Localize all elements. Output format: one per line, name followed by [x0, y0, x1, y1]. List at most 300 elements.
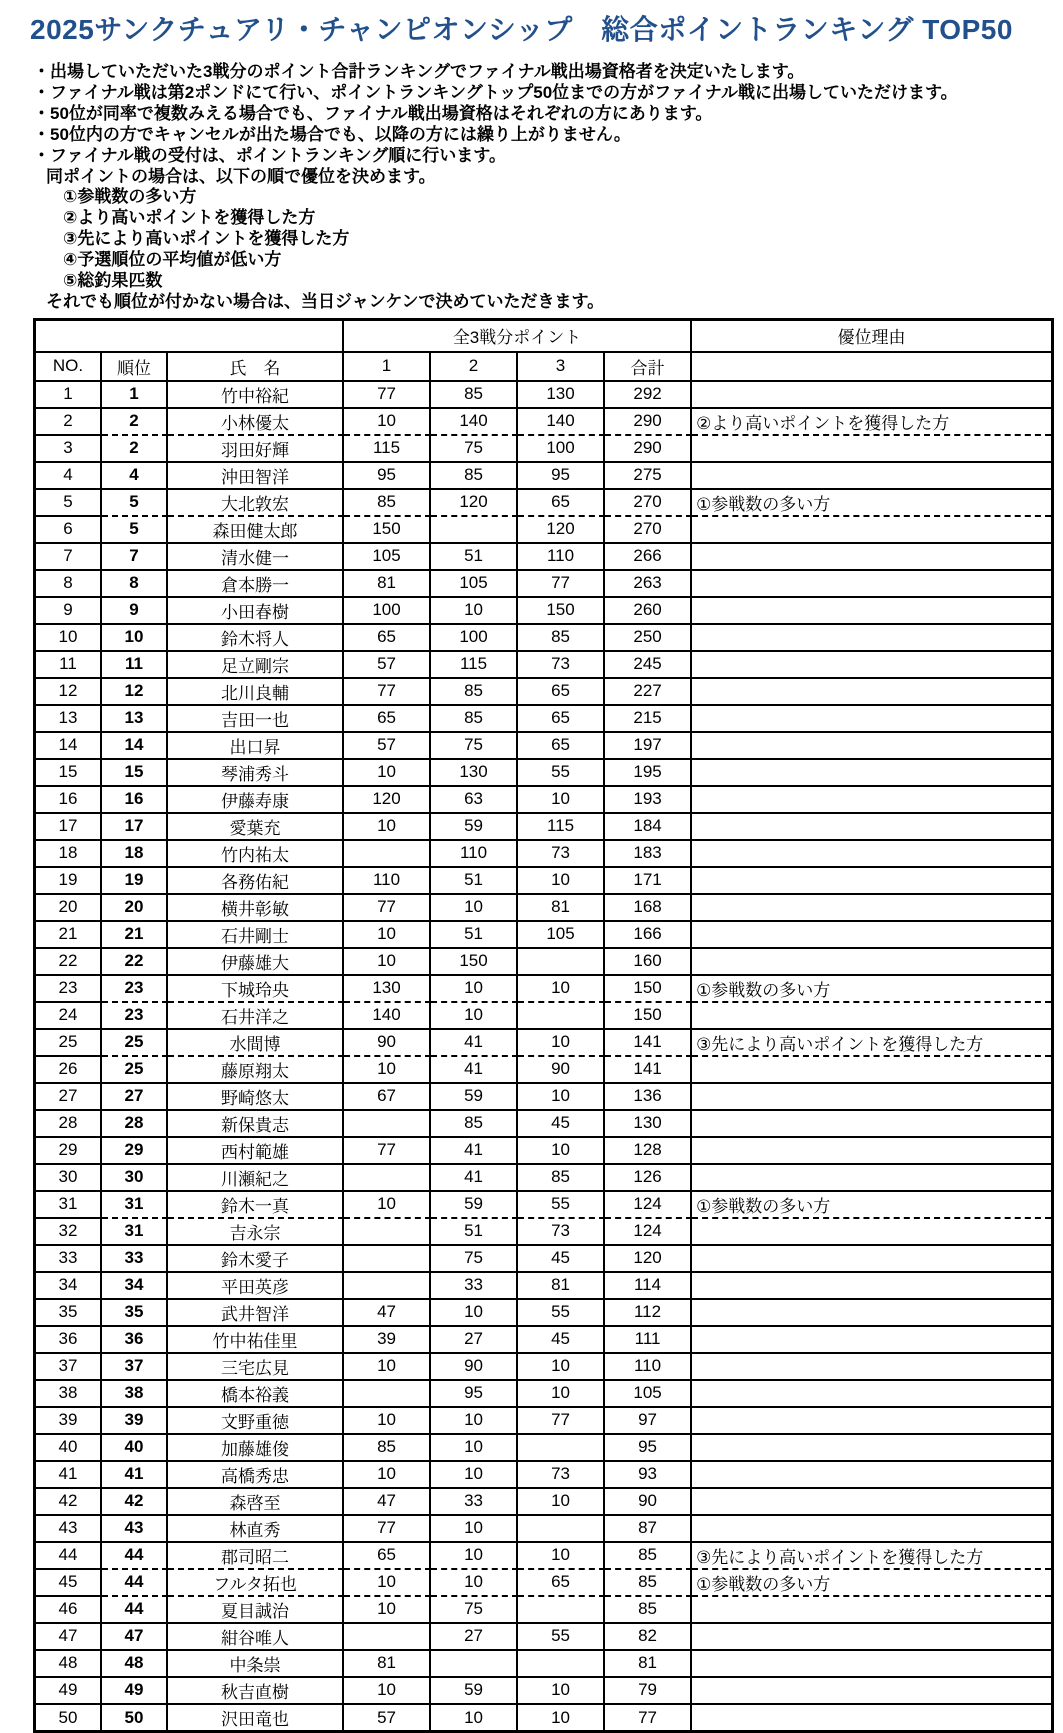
cell-reason: [692, 1651, 1051, 1678]
cell-name: 小林優太: [168, 409, 344, 436]
cell-name: 水間博: [168, 1030, 344, 1057]
cell-total: 136: [605, 1084, 692, 1111]
cell-point-2: 10: [431, 1435, 518, 1462]
cell-name: 吉永宗: [168, 1219, 344, 1246]
cell-total: 183: [605, 841, 692, 868]
cell-name: フルタ拓也: [168, 1570, 344, 1597]
cell-no: 5: [36, 490, 102, 517]
cell-point-3: 73: [518, 652, 605, 679]
cell-no: 26: [36, 1057, 102, 1084]
cell-point-3: 65: [518, 679, 605, 706]
intro-line: ・ファイナル戦は第2ポンドにて行い、ポイントランキングトップ50位までの方がファイナル戦に出場していただけます。: [33, 82, 958, 102]
cell-name: 沖田智洋: [168, 463, 344, 490]
cell-rank: 49: [102, 1678, 168, 1705]
cell-reason: [692, 625, 1051, 652]
cell-point-1: 67: [344, 1084, 431, 1111]
table-row: [36, 760, 1051, 787]
cell-no: 47: [36, 1624, 102, 1651]
cell-reason: ③先により高いポイントを獲得した方: [692, 1543, 1051, 1570]
cell-point-3: 10: [518, 976, 605, 1003]
cell-point-2: 27: [431, 1327, 518, 1354]
intro-list: [33, 62, 1055, 313]
cell-no: 23: [36, 976, 102, 1003]
cell-no: 40: [36, 1435, 102, 1462]
cell-total: 90: [605, 1489, 692, 1516]
cell-name: 沢田竜也: [168, 1705, 344, 1731]
cell-total: 290: [605, 409, 692, 436]
cell-reason: [692, 463, 1051, 490]
cell-no: 35: [36, 1300, 102, 1327]
cell-no: 19: [36, 868, 102, 895]
cell-point-1: 39: [344, 1327, 431, 1354]
cell-name: 足立剛宗: [168, 652, 344, 679]
cell-name: 竹中祐佳里: [168, 1327, 344, 1354]
cell-point-3: [518, 1597, 605, 1624]
table-row: [36, 625, 1051, 652]
cell-point-2: 33: [431, 1489, 518, 1516]
cell-name: 石井剛士: [168, 922, 344, 949]
cell-total: 184: [605, 814, 692, 841]
cell-point-2: 85: [431, 463, 518, 490]
intro-line: ②より高いポイントを獲得した方: [63, 208, 316, 228]
table-row: [36, 1435, 1051, 1462]
table-row: [36, 1354, 1051, 1381]
table-row: [36, 1543, 1051, 1570]
table-row: [36, 1516, 1051, 1543]
cell-total: 111: [605, 1327, 692, 1354]
cell-no: 36: [36, 1327, 102, 1354]
cell-point-2: 130: [431, 760, 518, 787]
cell-total: 124: [605, 1192, 692, 1219]
cell-point-2: 115: [431, 652, 518, 679]
cell-rank: 18: [102, 841, 168, 868]
cell-no: 14: [36, 733, 102, 760]
cell-no: 7: [36, 544, 102, 571]
table-row: [36, 1678, 1051, 1705]
cell-name: 秋吉直樹: [168, 1678, 344, 1705]
cell-no: 10: [36, 625, 102, 652]
cell-no: 32: [36, 1219, 102, 1246]
cell-point-2: 10: [431, 976, 518, 1003]
cell-point-3: 55: [518, 760, 605, 787]
cell-no: 27: [36, 1084, 102, 1111]
table-row: [36, 679, 1051, 706]
cell-name: 林直秀: [168, 1516, 344, 1543]
cell-total: 227: [605, 679, 692, 706]
cell-point-1: 10: [344, 1597, 431, 1624]
cell-name: 清水健一: [168, 544, 344, 571]
table-row: [36, 922, 1051, 949]
cell-point-3: 65: [518, 706, 605, 733]
ranking-table: [33, 318, 1054, 1733]
cell-rank: 25: [102, 1057, 168, 1084]
cell-name: 高橋秀忠: [168, 1462, 344, 1489]
cell-point-3: 45: [518, 1246, 605, 1273]
cell-name: 伊藤雄大: [168, 949, 344, 976]
cell-point-1: [344, 1273, 431, 1300]
table-row: [36, 895, 1051, 922]
cell-point-2: 59: [431, 1084, 518, 1111]
cell-rank: 47: [102, 1624, 168, 1651]
cell-reason: [692, 733, 1051, 760]
cell-total: 85: [605, 1543, 692, 1570]
cell-point-3: [518, 1435, 605, 1462]
cell-no: 11: [36, 652, 102, 679]
cell-point-1: 65: [344, 706, 431, 733]
cell-no: 37: [36, 1354, 102, 1381]
cell-no: 22: [36, 949, 102, 976]
cell-point-3: 130: [518, 382, 605, 409]
cell-name: 鈴木愛子: [168, 1246, 344, 1273]
table-row: [36, 706, 1051, 733]
cell-reason: [692, 1678, 1051, 1705]
cell-point-2: 75: [431, 733, 518, 760]
cell-total: 270: [605, 490, 692, 517]
cell-rank: 10: [102, 625, 168, 652]
cell-point-2: 51: [431, 544, 518, 571]
cell-point-3: 73: [518, 841, 605, 868]
cell-point-1: 10: [344, 1462, 431, 1489]
cell-point-3: 10: [518, 1678, 605, 1705]
cell-reason: ①参戦数の多い方: [692, 976, 1051, 1003]
cell-reason: [692, 1354, 1051, 1381]
cell-point-2: 41: [431, 1138, 518, 1165]
table-row: [36, 733, 1051, 760]
cell-point-1: 10: [344, 1408, 431, 1435]
cell-point-2: 150: [431, 949, 518, 976]
cell-point-2: 59: [431, 814, 518, 841]
table-header-group-row: [36, 321, 1051, 353]
cell-point-2: 10: [431, 1516, 518, 1543]
cell-rank: 36: [102, 1327, 168, 1354]
cell-total: 266: [605, 544, 692, 571]
cell-rank: 38: [102, 1381, 168, 1408]
table-row: [36, 1030, 1051, 1057]
intro-line: ・ファイナル戦の受付は、ポイントランキング順に行います。: [33, 145, 506, 165]
cell-no: 6: [36, 517, 102, 544]
cell-total: 130: [605, 1111, 692, 1138]
table-row: [36, 571, 1051, 598]
cell-reason: [692, 1138, 1051, 1165]
cell-point-3: 95: [518, 463, 605, 490]
cell-point-2: 41: [431, 1165, 518, 1192]
cell-total: 77: [605, 1705, 692, 1731]
page-title: 2025サンクチュアリ・チャンピオンシップ 総合ポイントランキング TOP50: [30, 14, 1013, 45]
header-spacer-cell: [36, 321, 344, 353]
table-row: [36, 1273, 1051, 1300]
cell-no: 2: [36, 409, 102, 436]
cell-rank: 33: [102, 1246, 168, 1273]
cell-reason: [692, 1327, 1051, 1354]
cell-no: 13: [36, 706, 102, 733]
cell-name: 紺谷唯人: [168, 1624, 344, 1651]
cell-point-2: 51: [431, 868, 518, 895]
cell-no: 38: [36, 1381, 102, 1408]
cell-name: 三宅広見: [168, 1354, 344, 1381]
cell-name: 藤原翔太: [168, 1057, 344, 1084]
cell-reason: [692, 1435, 1051, 1462]
cell-point-3: 10: [518, 1705, 605, 1731]
cell-point-2: 51: [431, 1219, 518, 1246]
cell-total: 250: [605, 625, 692, 652]
cell-point-3: 45: [518, 1111, 605, 1138]
cell-point-1: 10: [344, 814, 431, 841]
cell-rank: 23: [102, 1003, 168, 1030]
cell-point-1: 100: [344, 598, 431, 625]
cell-point-1: [344, 1219, 431, 1246]
cell-reason: [692, 1624, 1051, 1651]
cell-total: 270: [605, 517, 692, 544]
cell-rank: 40: [102, 1435, 168, 1462]
cell-point-1: 81: [344, 1651, 431, 1678]
cell-point-1: 77: [344, 679, 431, 706]
cell-point-3: 10: [518, 787, 605, 814]
cell-rank: 39: [102, 1408, 168, 1435]
cell-name: 竹中裕紀: [168, 382, 344, 409]
cell-point-2: 105: [431, 571, 518, 598]
cell-point-1: 10: [344, 409, 431, 436]
cell-no: 41: [36, 1462, 102, 1489]
cell-point-3: 77: [518, 1408, 605, 1435]
cell-point-2: 33: [431, 1273, 518, 1300]
cell-total: 150: [605, 976, 692, 1003]
cell-name: 石井洋之: [168, 1003, 344, 1030]
cell-name: 野崎悠太: [168, 1084, 344, 1111]
cell-point-2: 10: [431, 1003, 518, 1030]
cell-reason: [692, 1300, 1051, 1327]
cell-point-1: 115: [344, 436, 431, 463]
cell-total: 128: [605, 1138, 692, 1165]
cell-reason: [692, 895, 1051, 922]
cell-point-2: 95: [431, 1381, 518, 1408]
intro-line: それでも順位が付かない場合は、当日ジャンケンで決めていただきます。: [46, 291, 605, 311]
cell-point-3: [518, 949, 605, 976]
cell-no: 9: [36, 598, 102, 625]
table-row: [36, 1327, 1051, 1354]
intro-line: ・50位が同率で複数みえる場合でも、ファイナル戦出場資格はそれぞれの方にあります。: [33, 103, 713, 123]
cell-total: 82: [605, 1624, 692, 1651]
cell-point-3: 10: [518, 1030, 605, 1057]
table-row: [36, 1570, 1051, 1597]
cell-point-3: 81: [518, 1273, 605, 1300]
header-total: 合計: [605, 353, 692, 382]
table-row: [36, 463, 1051, 490]
cell-name: 出口昇: [168, 733, 344, 760]
cell-no: 46: [36, 1597, 102, 1624]
cell-point-2: 10: [431, 1543, 518, 1570]
cell-rank: 42: [102, 1489, 168, 1516]
cell-no: 34: [36, 1273, 102, 1300]
cell-rank: 13: [102, 706, 168, 733]
table-row: [36, 841, 1051, 868]
cell-reason: [692, 436, 1051, 463]
cell-total: 263: [605, 571, 692, 598]
cell-point-1: 10: [344, 922, 431, 949]
cell-rank: 2: [102, 409, 168, 436]
table-header-row: [36, 353, 1051, 382]
cell-name: 下城玲央: [168, 976, 344, 1003]
cell-no: 18: [36, 841, 102, 868]
cell-reason: [692, 517, 1051, 544]
intro-line: ⑤総釣果匹数: [63, 271, 163, 291]
cell-rank: 5: [102, 490, 168, 517]
cell-reason: ①参戦数の多い方: [692, 1570, 1051, 1597]
cell-point-3: 55: [518, 1624, 605, 1651]
table-row: [36, 814, 1051, 841]
intro-line: 同ポイントの場合は、以下の順で優位を決めます。: [46, 166, 436, 186]
cell-point-3: 10: [518, 1138, 605, 1165]
cell-name: 羽田好輝: [168, 436, 344, 463]
cell-total: 87: [605, 1516, 692, 1543]
cell-total: 197: [605, 733, 692, 760]
cell-total: 93: [605, 1462, 692, 1489]
cell-rank: 31: [102, 1192, 168, 1219]
cell-no: 43: [36, 1516, 102, 1543]
cell-name: 琴浦秀斗: [168, 760, 344, 787]
cell-rank: 25: [102, 1030, 168, 1057]
cell-no: 28: [36, 1111, 102, 1138]
cell-reason: [692, 571, 1051, 598]
cell-no: 44: [36, 1543, 102, 1570]
table-row: [36, 1489, 1051, 1516]
cell-name: 中条祟: [168, 1651, 344, 1678]
cell-point-1: 85: [344, 1435, 431, 1462]
cell-no: 16: [36, 787, 102, 814]
cell-point-3: 81: [518, 895, 605, 922]
cell-total: 141: [605, 1057, 692, 1084]
cell-point-1: 47: [344, 1300, 431, 1327]
table-row: [36, 1462, 1051, 1489]
header-rank: 順位: [102, 353, 168, 382]
cell-no: 3: [36, 436, 102, 463]
table-row: [36, 1651, 1051, 1678]
cell-no: 33: [36, 1246, 102, 1273]
table-row: [36, 1381, 1051, 1408]
cell-point-3: 55: [518, 1300, 605, 1327]
cell-point-1: [344, 1624, 431, 1651]
table-row: [36, 976, 1051, 1003]
cell-rank: 35: [102, 1300, 168, 1327]
cell-total: 260: [605, 598, 692, 625]
cell-reason: [692, 787, 1051, 814]
cell-reason: [692, 598, 1051, 625]
table-row: [36, 1111, 1051, 1138]
cell-point-1: 77: [344, 382, 431, 409]
cell-point-1: 105: [344, 544, 431, 571]
cell-name: 鈴木将人: [168, 625, 344, 652]
cell-point-1: 57: [344, 1705, 431, 1731]
cell-point-2: 59: [431, 1192, 518, 1219]
cell-reason: [692, 1057, 1051, 1084]
cell-reason: [692, 679, 1051, 706]
cell-no: 31: [36, 1192, 102, 1219]
cell-reason: [692, 1705, 1051, 1731]
cell-name: 夏目誠治: [168, 1597, 344, 1624]
table-row: [36, 1165, 1051, 1192]
cell-point-3: 100: [518, 436, 605, 463]
cell-reason: [692, 1273, 1051, 1300]
cell-reason: [692, 1516, 1051, 1543]
table-row: [36, 1057, 1051, 1084]
cell-no: 45: [36, 1570, 102, 1597]
cell-point-3: 120: [518, 517, 605, 544]
cell-point-2: 120: [431, 490, 518, 517]
cell-reason: [692, 1165, 1051, 1192]
cell-point-1: 140: [344, 1003, 431, 1030]
cell-point-1: 95: [344, 463, 431, 490]
table-row: [36, 1003, 1051, 1030]
cell-name: 吉田一也: [168, 706, 344, 733]
cell-rank: 44: [102, 1597, 168, 1624]
cell-name: 倉本勝一: [168, 571, 344, 598]
header-reason: 優位理由: [692, 321, 1051, 353]
table-row: [36, 490, 1051, 517]
cell-no: 49: [36, 1678, 102, 1705]
cell-reason: [692, 1084, 1051, 1111]
cell-total: 114: [605, 1273, 692, 1300]
cell-no: 30: [36, 1165, 102, 1192]
table-row: [36, 868, 1051, 895]
cell-rank: 15: [102, 760, 168, 787]
cell-point-2: 51: [431, 922, 518, 949]
cell-rank: 7: [102, 544, 168, 571]
cell-reason: [692, 1408, 1051, 1435]
cell-name: 川瀬紀之: [168, 1165, 344, 1192]
table-row: [36, 1192, 1051, 1219]
cell-point-2: 10: [431, 598, 518, 625]
cell-point-1: 10: [344, 1678, 431, 1705]
cell-rank: 28: [102, 1111, 168, 1138]
cell-point-1: 65: [344, 1543, 431, 1570]
cell-point-2: 10: [431, 1408, 518, 1435]
cell-point-3: 45: [518, 1327, 605, 1354]
cell-reason: [692, 1462, 1051, 1489]
header-round-3: 3: [518, 353, 605, 382]
cell-rank: 22: [102, 949, 168, 976]
cell-point-2: 10: [431, 1300, 518, 1327]
cell-reason: [692, 1003, 1051, 1030]
cell-no: 48: [36, 1651, 102, 1678]
cell-point-3: 77: [518, 571, 605, 598]
cell-rank: 1: [102, 382, 168, 409]
cell-point-3: [518, 1651, 605, 1678]
cell-no: 25: [36, 1030, 102, 1057]
cell-rank: 19: [102, 868, 168, 895]
cell-rank: 20: [102, 895, 168, 922]
table-row: [36, 1624, 1051, 1651]
cell-total: 141: [605, 1030, 692, 1057]
cell-reason: [692, 1489, 1051, 1516]
cell-no: 50: [36, 1705, 102, 1731]
table-row: [36, 652, 1051, 679]
cell-name: 小田春樹: [168, 598, 344, 625]
cell-point-1: 10: [344, 1192, 431, 1219]
cell-point-1: 10: [344, 1354, 431, 1381]
header-reason-spacer: [692, 353, 1051, 382]
cell-point-2: 10: [431, 895, 518, 922]
cell-point-3: 10: [518, 1543, 605, 1570]
cell-point-1: 77: [344, 1516, 431, 1543]
cell-point-2: 10: [431, 1705, 518, 1731]
cell-no: 15: [36, 760, 102, 787]
table-row: [36, 1246, 1051, 1273]
cell-rank: 31: [102, 1219, 168, 1246]
cell-reason: [692, 544, 1051, 571]
header-name: 氏 名: [168, 353, 344, 382]
cell-point-2: 59: [431, 1678, 518, 1705]
cell-reason: [692, 1246, 1051, 1273]
cell-total: 85: [605, 1570, 692, 1597]
